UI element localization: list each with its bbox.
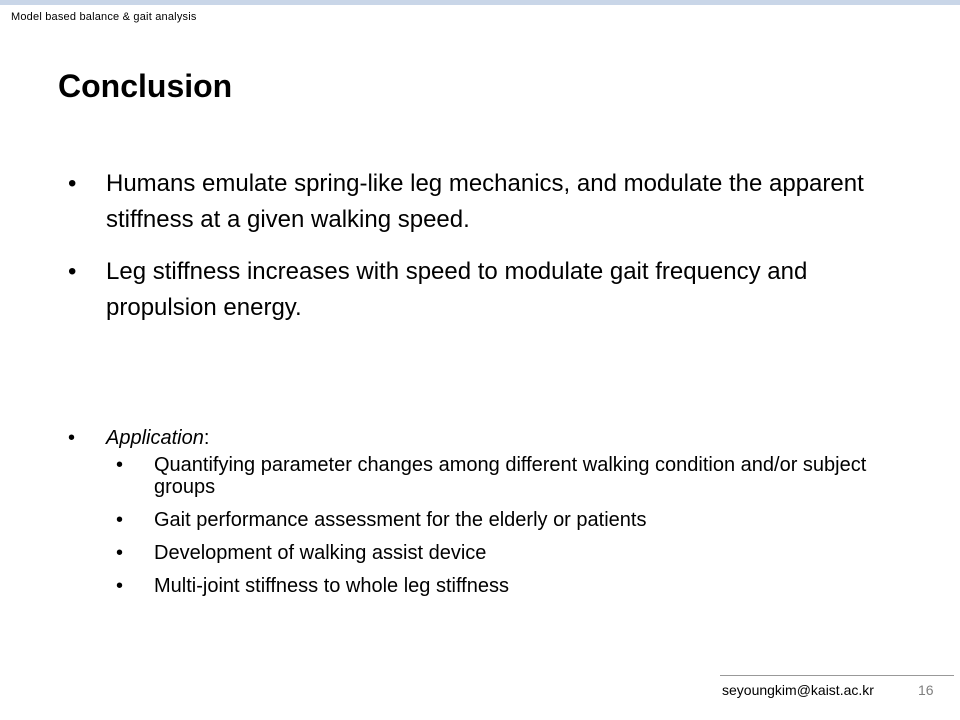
bullet-icon: • bbox=[116, 454, 124, 476]
bullet-icon: • bbox=[68, 427, 76, 449]
application-sub-text: Quantifying parameter changes among different walking condition and/or subject groups bbox=[154, 454, 867, 498]
top-accent-bar bbox=[0, 0, 960, 5]
footer-email: seyoungkim@kaist.ac.kr bbox=[722, 682, 874, 698]
footer-divider bbox=[720, 675, 954, 676]
application-label: Application bbox=[106, 427, 204, 449]
main-bullet-text: Leg stiffness increases with speed to modulate gait frequency and propulsion energy. bbox=[106, 258, 808, 321]
application-sub-text: Development of walking assist device bbox=[154, 542, 487, 564]
application-label-suffix: : bbox=[203, 427, 210, 449]
application-bullet bbox=[68, 424, 876, 597]
bullet-icon: • bbox=[116, 509, 124, 531]
application-sub-item bbox=[116, 454, 876, 498]
bullet-icon: • bbox=[116, 575, 124, 597]
application-sub-text: Multi-joint stiffness to whole leg stiffness bbox=[154, 575, 509, 597]
page-number: 16 bbox=[918, 682, 934, 698]
bullet-icon: • bbox=[68, 258, 77, 285]
application-sub-item bbox=[116, 542, 876, 564]
header-title: Model based balance & gait analysis bbox=[11, 11, 197, 23]
main-bullet-list bbox=[68, 166, 908, 342]
main-bullet-item bbox=[68, 254, 908, 326]
main-bullet-item bbox=[68, 166, 908, 238]
application-sub-text: Gait performance assessment for the elderly or patients bbox=[154, 509, 647, 531]
application-sub-item bbox=[116, 509, 876, 531]
slide-title: Conclusion bbox=[58, 68, 233, 104]
application-bullet-list bbox=[68, 424, 876, 608]
application-sub-item bbox=[116, 575, 876, 597]
bullet-icon: • bbox=[116, 542, 124, 564]
application-sub-list bbox=[116, 454, 876, 597]
bullet-icon: • bbox=[68, 170, 77, 197]
main-bullet-text: Humans emulate spring-like leg mechanics, and modulate the apparent stiffness at a given walking speed. bbox=[106, 170, 864, 233]
